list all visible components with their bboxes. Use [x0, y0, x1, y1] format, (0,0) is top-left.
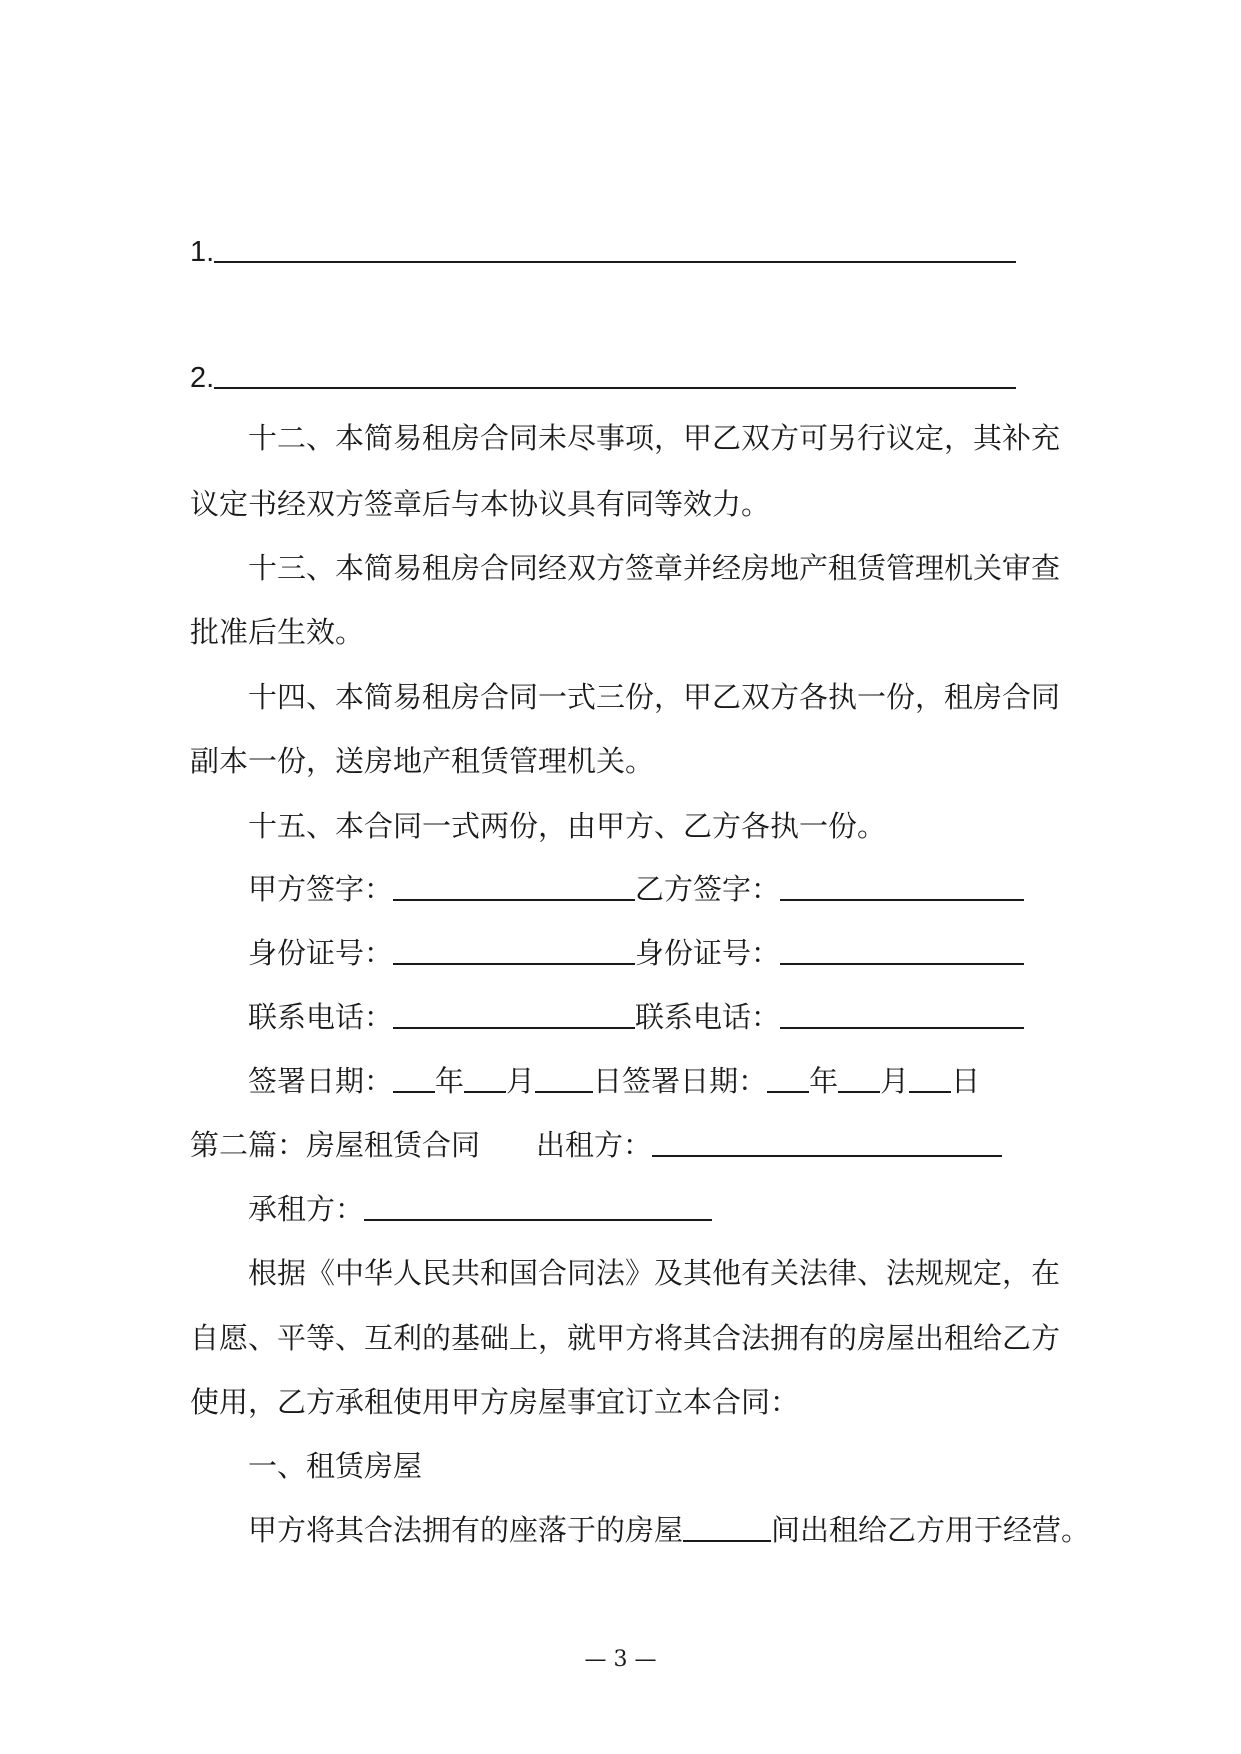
date-row	[248, 1061, 980, 1101]
clause-13-line-2: 批准后生效。	[190, 615, 365, 649]
party-a-sign-label: 甲方签字：	[248, 872, 394, 906]
year-label: 年	[809, 1064, 839, 1098]
blank-item-1-label: 1.	[190, 236, 215, 268]
party-b-sign-field[interactable]	[780, 873, 1024, 901]
party-b-month-field[interactable]	[838, 1065, 880, 1093]
party-b-id-label: 身份证号：	[635, 936, 781, 970]
party-a-day-field[interactable]	[535, 1065, 593, 1093]
phone-row	[248, 997, 1024, 1037]
section-1-text	[248, 1510, 1090, 1550]
section-1-text-part-1: 甲方将其合法拥有的座落于的房屋	[248, 1513, 684, 1547]
blank-item-2-label: 2.	[190, 362, 215, 394]
rooms-count-field[interactable]	[683, 1514, 771, 1542]
party-b-year-field[interactable]	[767, 1065, 809, 1093]
id-row	[248, 933, 1024, 973]
party-a-sign-field[interactable]	[393, 873, 635, 901]
lessee-row	[248, 1189, 712, 1229]
year-label: 年	[435, 1064, 465, 1098]
blank-item-1	[190, 232, 1016, 272]
intro-line-2: 自愿、平等、互利的基础上，就甲方将其合法拥有的房屋出租给乙方	[190, 1321, 1061, 1355]
lessor-label: 出租方：	[536, 1128, 653, 1162]
signature-row	[248, 869, 1024, 909]
month-label: 月	[880, 1064, 910, 1098]
second-contract-heading: 第二篇：房屋租赁合同	[190, 1128, 481, 1162]
party-a-date-label: 签署日期：	[248, 1064, 394, 1098]
second-contract-heading-row	[190, 1125, 1002, 1165]
day-label: 日	[593, 1064, 623, 1098]
lessee-field[interactable]	[364, 1193, 712, 1221]
page-number: — 3 —	[584, 1647, 657, 1672]
party-b-sign-label: 乙方签字：	[635, 872, 781, 906]
intro-line-3: 使用，乙方承租使用甲方房屋事宜订立本合同：	[190, 1385, 800, 1419]
month-label: 月	[506, 1064, 536, 1098]
party-b-date-label: 签署日期：	[622, 1064, 768, 1098]
party-a-month-field[interactable]	[464, 1065, 506, 1093]
party-b-day-field[interactable]	[909, 1065, 951, 1093]
lessor-field[interactable]	[652, 1129, 1002, 1157]
intro-line-1: 根据《中华人民共和国合同法》及其他有关法律、法规规定，在	[248, 1256, 1061, 1290]
party-a-year-field[interactable]	[393, 1065, 435, 1093]
clause-14-line-2: 副本一份，送房地产租赁管理机关。	[190, 744, 655, 778]
clause-13-line-1: 十三、本简易租房合同经双方签章并经房地产租赁管理机关审查	[248, 551, 1061, 585]
day-label: 日	[951, 1064, 981, 1098]
blank-line	[214, 361, 1016, 389]
clause-14-line-1: 十四、本简易租房合同一式三份，甲乙双方各执一份，租房合同	[248, 680, 1061, 714]
blank-item-2	[190, 358, 1016, 398]
party-b-phone-field[interactable]	[780, 1001, 1024, 1029]
party-a-id-label: 身份证号：	[248, 936, 394, 970]
clause-12-line-2: 议定书经双方签章后与本协议具有同等效力。	[190, 487, 771, 521]
party-a-id-field[interactable]	[393, 937, 635, 965]
party-a-phone-label: 联系电话：	[248, 1000, 394, 1034]
section-1-text-part-2: 间出租给乙方用于经营。	[771, 1513, 1091, 1547]
clause-12-line-1: 十二、本简易租房合同未尽事项，甲乙双方可另行议定，其补充	[248, 421, 1061, 455]
clause-15: 十五、本合同一式两份，由甲方、乙方各执一份。	[248, 809, 887, 843]
lessee-label: 承租方：	[248, 1192, 365, 1226]
party-a-phone-field[interactable]	[393, 1001, 635, 1029]
blank-line	[214, 235, 1016, 263]
party-b-phone-label: 联系电话：	[635, 1000, 781, 1034]
party-b-id-field[interactable]	[780, 937, 1024, 965]
section-1-title: 一、租赁房屋	[248, 1449, 423, 1483]
